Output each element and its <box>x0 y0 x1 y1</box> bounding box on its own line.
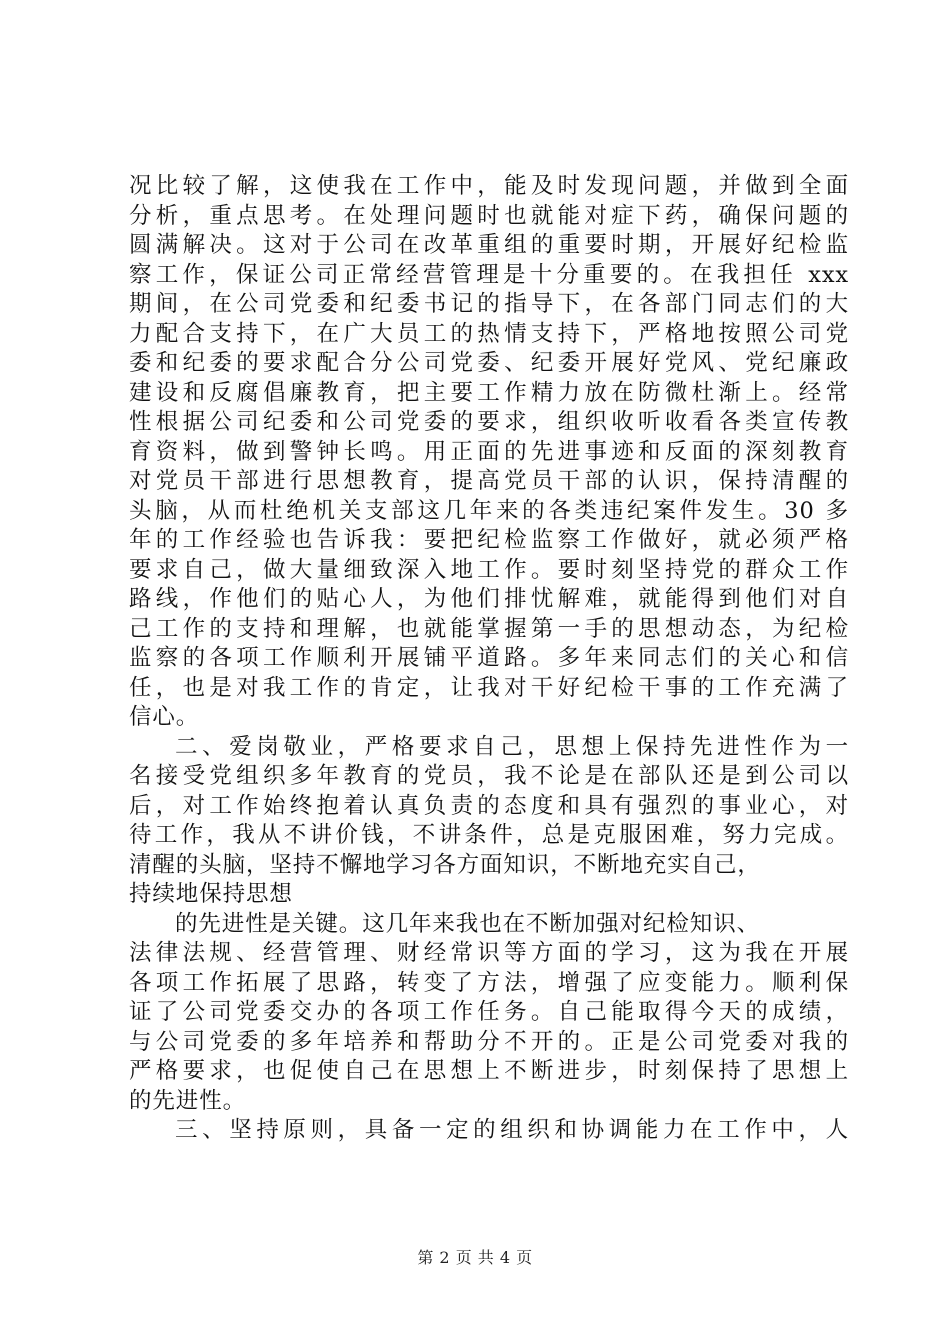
text-line: 建设和反腐倡廉教育，把主要工作精力放在防微杜渐上。经常 <box>129 379 849 406</box>
text-line: 头脑，从而杜绝机关支部这几年来的各类违纪案件发生。30 多 <box>129 497 849 524</box>
text-line: 要求自己，做大量细致深入地工作。要时刻坚持党的群众工作 <box>129 556 849 583</box>
text-line: 分析，重点思考。在处理问题时也就能对症下药，确保问题的 <box>129 202 849 229</box>
text-line: 待工作，我从不讲价钱，不讲条件，总是克服困难，努力完成。 <box>129 822 849 848</box>
text-line: 的先进性。 <box>129 1087 247 1114</box>
text-line: 三、坚持原则，具备一定的组织和协调能力在工作中，人 <box>175 1117 849 1143</box>
text-line: 对党员干部进行思想教育，提高党员干部的认识，保持清醒的 <box>129 468 849 494</box>
text-line: 严格要求，也促使自己在思想上不断进步，时刻保持了思想上 <box>129 1058 849 1084</box>
text-line: 况比较了解，这使我在工作中，能及时发现问题，并做到全面 <box>129 173 849 199</box>
text-line: 后，对工作始终抱着认真负责的态度和具有强烈的事业心，对 <box>129 792 849 819</box>
document-body <box>129 172 849 1146</box>
text-line: 年的工作经验也告诉我：要把纪检监察工作做好，就必须严格 <box>129 527 849 553</box>
text-line: 性根据公司纪委和公司党委的要求，组织收听收看各类宣传教 <box>129 409 849 435</box>
text-line: 己工作的支持和理解，也就能掌握第一手的思想动态，为纪检 <box>129 615 849 642</box>
text-line: 法律法规、经营管理、财经常识等方面的学习，这为我在开展 <box>129 940 849 966</box>
text-line: 委和纪委的要求配合分公司党委、纪委开展好党风、党纪廉政 <box>129 350 849 376</box>
text-line: 二、爱岗敬业，严格要求自己，思想上保持先进性作为一 <box>175 733 849 760</box>
text-line: 的先进性是关键。这几年来我也在不断加强对纪检知识、 <box>175 910 761 937</box>
text-line: 任，也是对我工作的肯定，让我对干好纪检干事的工作充满了 <box>129 674 849 701</box>
text-line: 路线，作他们的贴心人，为他们排忧解难，就能得到他们对自 <box>129 586 849 612</box>
text-line: 名接受党组织多年教育的党员，我不论是在部队还是到公司以 <box>129 763 849 789</box>
text-line: 各项工作拓展了思路，转变了方法，增强了应变能力。顺利保 <box>129 969 849 996</box>
text-line: 监察的各项工作顺利开展铺平道路。多年来同志们的关心和信 <box>129 645 849 671</box>
text-line: 力配合支持下，在广大员工的热情支持下，严格地按照公司党 <box>129 320 849 347</box>
text-line: 察工作，保证公司正常经营管理是十分重要的。在我担任 xxx <box>129 261 849 288</box>
text-line: 证了公司党委交办的各项工作任务。自己能取得今天的成绩， <box>129 999 849 1025</box>
page-footer: 第 2 页 共 4 页 <box>417 1248 533 1267</box>
text-line: 期间，在公司党委和纪委书记的指导下，在各部门同志们的大 <box>129 291 849 317</box>
text-line: 信心。 <box>129 704 200 730</box>
text-line: 与公司党委的多年培养和帮助分不开的。正是公司党委对我的 <box>129 1028 849 1055</box>
text-line: 持续地保持思想 <box>129 881 293 907</box>
text-line: 育资料，做到警钟长鸣。用正面的先进事迹和反面的深刻教育 <box>129 438 849 465</box>
text-line: 清醒的头脑，坚持不懈地学习各方面知识，不断地充实自己， <box>129 851 761 878</box>
text-line: 圆满解决。这对于公司在改革重组的重要时期，开展好纪检监 <box>129 232 849 258</box>
